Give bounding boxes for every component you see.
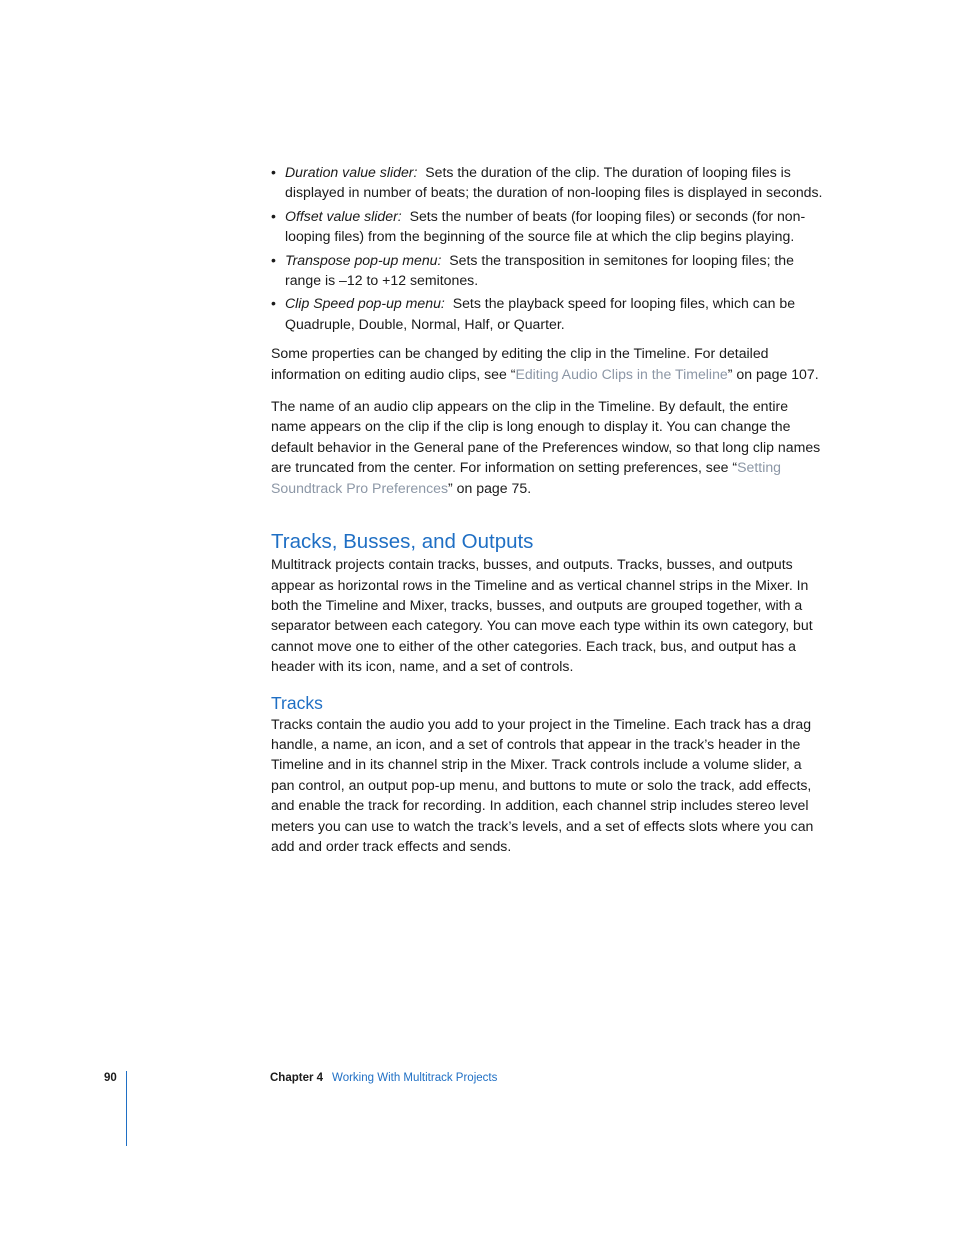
chapter-label: Chapter 4 <box>270 1072 324 1084</box>
section-paragraph: Multitrack projects contain tracks, busses, and outputs. Tracks, busses, and outputs appear as horizontal rows in the Timeline and as vertical channel strips in the Mixer. In both the Timeline and Mixer, tracks, busses, and outputs are grouped together, with a separator between each category. You can move each type within its own category, but cannot move one to either of the other categories. Each track, bus, and output has a header with its icon, name, and a set of controls. <box>271 556 813 675</box>
paragraph-text: The name of an audio clip appears on the clip in the Timeline. By default, the entire name appears on the clip if the clip is long enough to display it. You can change the default behavior in the General pane of the Preferences window, so that long clip names are truncated from the center. For information on setting preferences, see “ <box>271 398 821 476</box>
list-text: Sets the playback speed for looping files, which can be Quadruple, Double, Normal, Half, or Quarter. <box>285 295 796 332</box>
page-content <box>271 162 826 856</box>
paragraph-text: Some properties can be changed by editing the clip in the Timeline. For detailed information on editing audio clips, see “ <box>271 345 769 382</box>
page-number: 90 <box>104 1072 117 1084</box>
preferences-link[interactable]: Setting Soundtrack Pro Preferences <box>271 459 782 496</box>
list-term: Clip Speed pop-up menu: <box>285 295 445 312</box>
paragraph-clip-names <box>271 396 826 498</box>
editing-audio-clips-link[interactable]: Editing Audio Clips in the Timeline <box>515 365 728 382</box>
list-term: Offset value slider: <box>285 207 402 224</box>
list-item <box>271 162 826 203</box>
subsection-paragraph: Tracks contain the audio you add to your project in the Timeline. Each track has a drag handle, a name, an icon, and a set of controls that appear in the track’s header in the Timeline and in its channel strip in the Mixer. Track controls include a volume slider, a pan control, an output pop-up menu, and buttons to mute or solo the track, add effects, and enable the track for recording. In addition, each channel strip includes stereo level meters you can use to watch the track’s levels, and a set of effects slots where you can add and order track effects and sends. <box>271 715 814 854</box>
footer-chapter <box>270 1072 497 1084</box>
paragraph-text: ” on page 107. <box>727 365 819 382</box>
footer-rule <box>126 1071 127 1146</box>
list-item <box>271 250 826 291</box>
list-text: Sets the transposition in semitones for looping files; the range is –12 to +12 semitones. <box>285 251 794 289</box>
property-list <box>271 162 826 334</box>
subsection-heading: Tracks <box>271 692 323 713</box>
section-heading: Tracks, Busses, and Outputs <box>271 530 534 554</box>
list-term: Transpose pop-up menu: <box>285 251 442 268</box>
list-text: Sets the number of beats (for looping files) or seconds (for non-looping files) from the beginning of the source file at which the clip begins playing. <box>285 207 806 245</box>
list-item <box>271 293 826 334</box>
list-text: Sets the duration of the clip. The duration of looping files is displayed in number of beats; the duration of non-looping files is displayed in seconds. <box>285 164 823 201</box>
paragraph-editing-clips <box>271 343 826 384</box>
paragraph-text: ” on page 75. <box>448 479 532 496</box>
list-term: Duration value slider: <box>285 164 418 180</box>
list-item <box>271 206 826 247</box>
chapter-title: Working With Multitrack Projects <box>332 1072 498 1084</box>
